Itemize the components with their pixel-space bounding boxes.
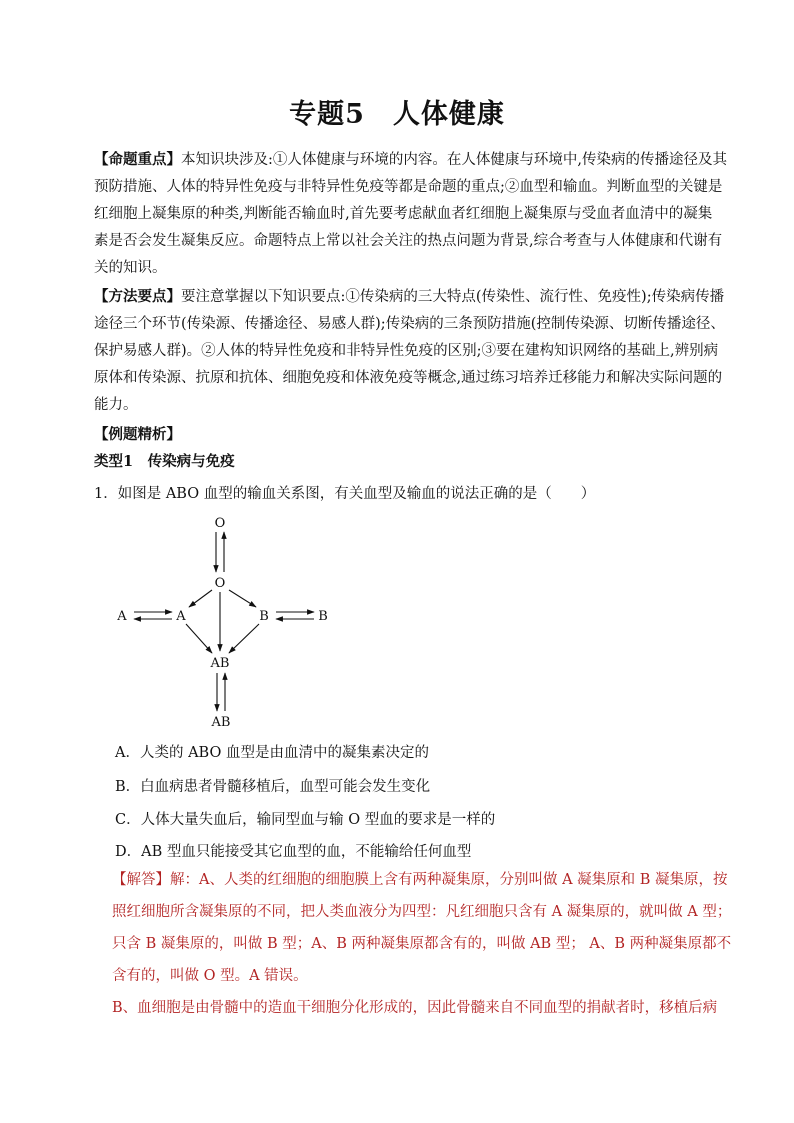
page-title: 专题5 人体健康 [289,99,505,130]
focus-line: 预防措施、人体的特异性免疫与非特异性免疫等都是命题的重点;②血型和输血。判断血型的关键是 [94,179,723,195]
option-d: D．AB 型血只能接受其它血型的血，不能输给任何血型 [115,844,472,860]
focus-line: 本知识块涉及:①人体健康与环境的内容。在人体健康与环境中,传染病的传播途径及其 [181,152,727,168]
question-stem: 1．如图是 ABO 血型的输血关系图，有关血型及输血的说法正确的是（ ） [94,486,596,502]
arrow-a-to-ab [186,624,212,653]
method-line: 能力。 [94,397,138,413]
option-c: C．人体大量失血后，输同型血与输 O 型血的要求是一样的 [115,812,496,828]
solution-line: 含有的，叫做 O 型。A 错误。 [112,968,308,984]
method-line: 要注意掌握以下知识要点:①传染病的三大特点(传染性、流行性、免疫性);传染病传播 [181,289,725,305]
method-line: 保护易感人群)。②人体的特异性免疫和非特异性免疫的区别;③要在建构知识网络的基础上,辨别病 [94,343,719,359]
type-heading: 类型1 传染病与免疫 [94,453,235,470]
node-o-center: O [214,576,226,591]
solution-label: 【解答】 [112,872,170,888]
method-paragraph [94,283,725,419]
option-a: A．人类的 ABO 血型是由血清中的凝集素决定的 [115,745,429,761]
focus-line: 关的知识。 [94,260,167,276]
method-label: 【方法要点】 [94,288,181,305]
blood-transfusion-diagram [100,505,360,735]
solution-line: B、血细胞是由骨髓中的造血干细胞分化形成的，因此骨髓来自不同血型的捐献者时，移植后病 [112,1000,718,1016]
node-o-top: O [214,516,226,531]
focus-label: 【命题重点】 [94,151,181,168]
method-line: 原体和传染源、抗原和抗体、细胞免疫和体液免疫等概念,通过练习培养迁移能力和解决实际问题的 [94,370,723,386]
example-heading: 【例题精析】 [94,426,181,443]
node-ab-bottom: AB [211,715,231,730]
node-a-left: A [117,609,127,624]
solution-line: 只含 B 凝集原的，叫做 B 型；A、B 两种凝集原都含有的，叫做 AB 型； A、B 两种凝集原都不 [112,936,732,952]
method-line: 途径三个环节(传染源、传播途径、易感人群);传染病的三条预防措施(控制传染源、切断传播途径、 [94,316,725,332]
solution-paragraph [112,864,732,1024]
focus-line: 红细胞上凝集原的种类,判断能否输血时,首先要考虑献血者红细胞上凝集原与受血者血清中的凝集 [94,206,713,222]
solution-line: 照红细胞所含凝集原的不同，把人类血液分为四型：凡红细胞只含有 A 凝集原的，就叫做 A 型； [112,904,732,920]
arrow-b-to-ab [229,624,259,653]
arrow-o-to-b [229,590,256,607]
focus-line: 素是否会发生凝集反应。命题特点上常以社会关注的热点问题为背景,综合考查与人体健康和代谢有 [94,233,723,249]
node-a-center: A [176,609,186,624]
node-b-right: B [318,609,328,624]
solution-line: 解：A、人类的红细胞的细胞膜上含有两种凝集原，分别叫做 A 凝集原和 B 凝集原，按 [170,872,728,888]
node-ab-center: AB [210,656,230,671]
arrow-o-to-a [189,590,212,607]
focus-paragraph [94,146,727,282]
node-b-center: B [259,609,269,624]
option-b: B．白血病患者骨髓移植后，血型可能会发生变化 [115,779,431,795]
